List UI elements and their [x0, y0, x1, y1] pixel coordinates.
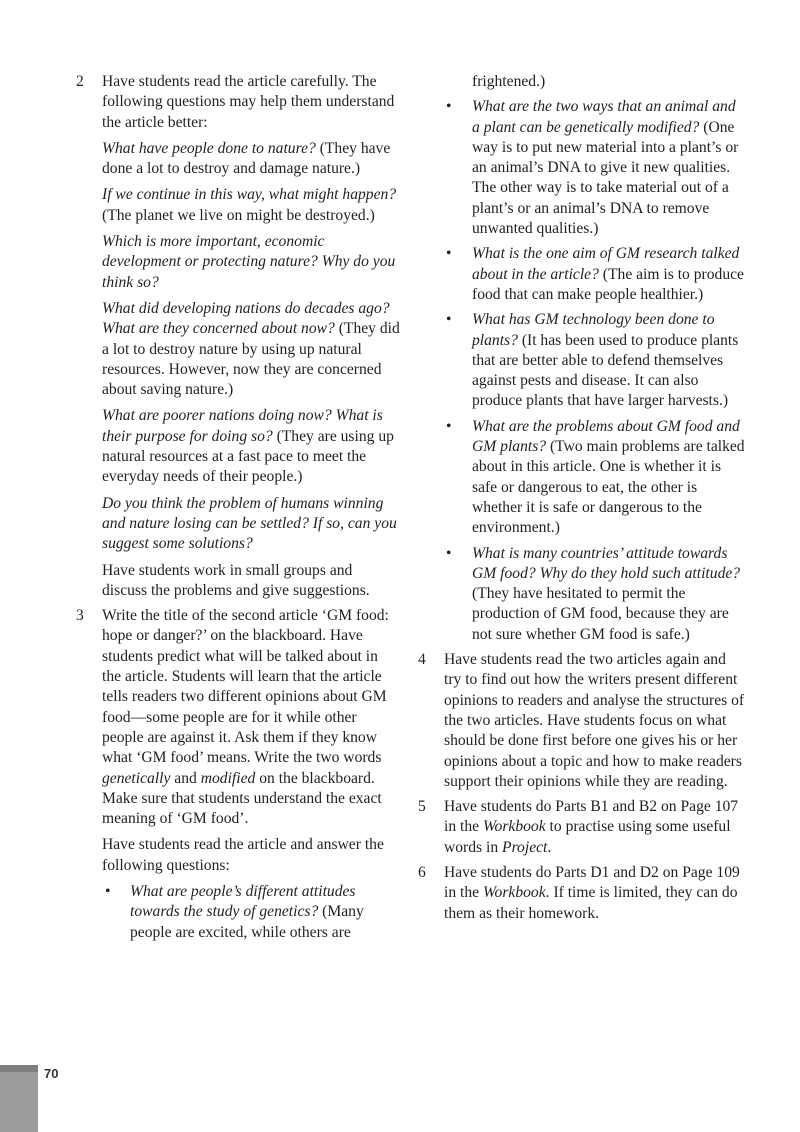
answer-text: (They are using up natural resources at a fast pace to meet the everyday needs of their people.) — [102, 427, 394, 486]
answer-text: (The planet we live on might be destroyed.) — [102, 206, 375, 224]
bullet-item — [418, 97, 746, 239]
question-text: What are poorer nations doing now? What is their purpose for doing so? — [102, 407, 383, 445]
list-item-5 — [418, 797, 746, 858]
question-text: What have people done to nature? — [102, 139, 316, 157]
answer-text: (Two main problems are talked about in this article. One is whether it is safe or dangerous to eat, the other is whether it is safe or dangerous to the environment.) — [472, 438, 745, 537]
list-item-4 — [418, 650, 746, 792]
bullet-icon: • — [105, 882, 111, 900]
question-text: What are the problems about GM food and GM plants? — [472, 417, 740, 456]
question-text: What are the two ways that an animal and a plant can be genetically modified? — [472, 98, 736, 136]
bullet-icon: • — [446, 245, 452, 263]
bullet-icon: • — [446, 98, 452, 116]
answer-text: (It has been used to produce plants that are better able to defend themselves against pests and disease. It can also produce plants that have larger harvests.) — [472, 331, 739, 410]
item-number: 6 — [418, 863, 426, 881]
answer-text: (Many people are excited, while others are — [130, 903, 364, 941]
answer-text: (The aim is to produce food that can make people healthier.) — [472, 265, 744, 303]
bullet-item — [418, 244, 746, 305]
item-3-subtext: Have students read the article and answer the following questions: — [102, 836, 384, 874]
bullet-list — [418, 97, 746, 645]
page-number: 70 — [44, 1066, 59, 1081]
item-2-intro: Have students read the article carefully. The following questions may help them understand the article better: — [102, 73, 395, 131]
list-item-6 — [418, 863, 746, 924]
question-text: Do you think the problem of humans winning and nature losing can be settled? If so, can you suggest some solutions? — [102, 494, 397, 553]
emphasis-text: Workbook — [482, 818, 546, 836]
bullet-item — [418, 544, 746, 645]
continued-text: frightened.) — [472, 73, 546, 90]
question-paragraph — [102, 139, 400, 180]
page-edge-tab — [0, 1065, 38, 1132]
question-text: What has GM technology been done to plants? — [472, 311, 715, 349]
answer-text: (They have hesitated to permit the production of GM food, because they are not sure whether GM food is safe.) — [472, 585, 729, 643]
item-4-body: Have students read the two articles again and try to find out how the writers present different opinions to readers and analyse the structures of the two articles. Have students focus on what should be done first before one gives his or her opinions about a topic and how to make readers support their opinions while they are reading. — [444, 651, 745, 790]
answer-text: (They did a lot to destroy nature by using up natural resources. However, now they are concerned about saving nature.) — [102, 320, 400, 399]
list-item-2 — [76, 72, 400, 601]
item-2-closing: Have students work in small groups and discuss the problems and give suggestions. — [102, 561, 370, 599]
answer-text: (They have done a lot to destroy and damage nature.) — [102, 139, 391, 178]
right-column — [418, 72, 746, 929]
item-3-body: Write the title of the second article ‘GM food: hope or danger?’ on the blackboard. Have students predict what will be talked about in the article. Students will learn that the article tells readers two different opinions about GM food—some people are for it while other people are against it. Ask them if they know what ‘GM food’ means. Write the two words genetically and modified on the blackboard. Make sure that students understand the exact meaning of ‘GM food’. — [102, 607, 389, 828]
question-text: What is many countries’ attitude towards GM food? Why do they hold such attitude? — [472, 544, 741, 582]
bullet-item — [418, 310, 746, 411]
emphasis-text: modified — [200, 769, 256, 787]
emphasis-text: genetically — [102, 769, 171, 787]
question-paragraph — [102, 185, 400, 226]
question-text: What are people’s different attitudes towards the study of genetics? — [130, 882, 356, 921]
bullet-item — [418, 417, 746, 539]
item-6-body: Have students do Parts D1 and D2 on Page 109 in the Workbook. If time is limited, they can do them as their homework. — [444, 863, 740, 922]
emphasis-text: Project — [502, 838, 548, 856]
bullet-icon: • — [446, 417, 452, 435]
item-number: 4 — [418, 651, 426, 669]
question-text: Which is more important, economic development or protecting nature? Why do you think so? — [102, 233, 396, 291]
question-paragraph — [102, 494, 400, 555]
item-number: 5 — [418, 798, 426, 816]
page-edge-tab-accent — [0, 1065, 38, 1072]
bullet-icon: • — [446, 544, 452, 562]
question-text: What is the one aim of GM research talked about in the article? — [472, 245, 740, 283]
answer-text: (One way is to put new material into a plant’s or an animal’s DNA to give it new qualities. The other way is to take material out of a plant’s or an animal’s DNA to remove unwanted qualities.) — [472, 118, 739, 238]
item-5-body: Have students do Parts B1 and B2 on Page 107 in the Workbook to practise using some useful words in Project. — [444, 798, 739, 856]
left-column — [76, 72, 400, 948]
question-text: What did developing nations do decades ago? What are they concerned about now? — [102, 299, 390, 338]
question-paragraph — [102, 406, 400, 487]
bullet-list — [102, 882, 400, 943]
question-text: If we continue in this way, what might happen? — [102, 186, 397, 204]
bullet-item — [102, 882, 400, 943]
emphasis-text: Workbook — [482, 884, 546, 902]
bullet-icon: • — [446, 311, 452, 329]
item-number: 3 — [76, 607, 84, 625]
item-number: 2 — [76, 73, 84, 90]
list-item-3 — [76, 606, 400, 943]
question-paragraph — [102, 232, 400, 293]
question-paragraph — [102, 299, 400, 400]
